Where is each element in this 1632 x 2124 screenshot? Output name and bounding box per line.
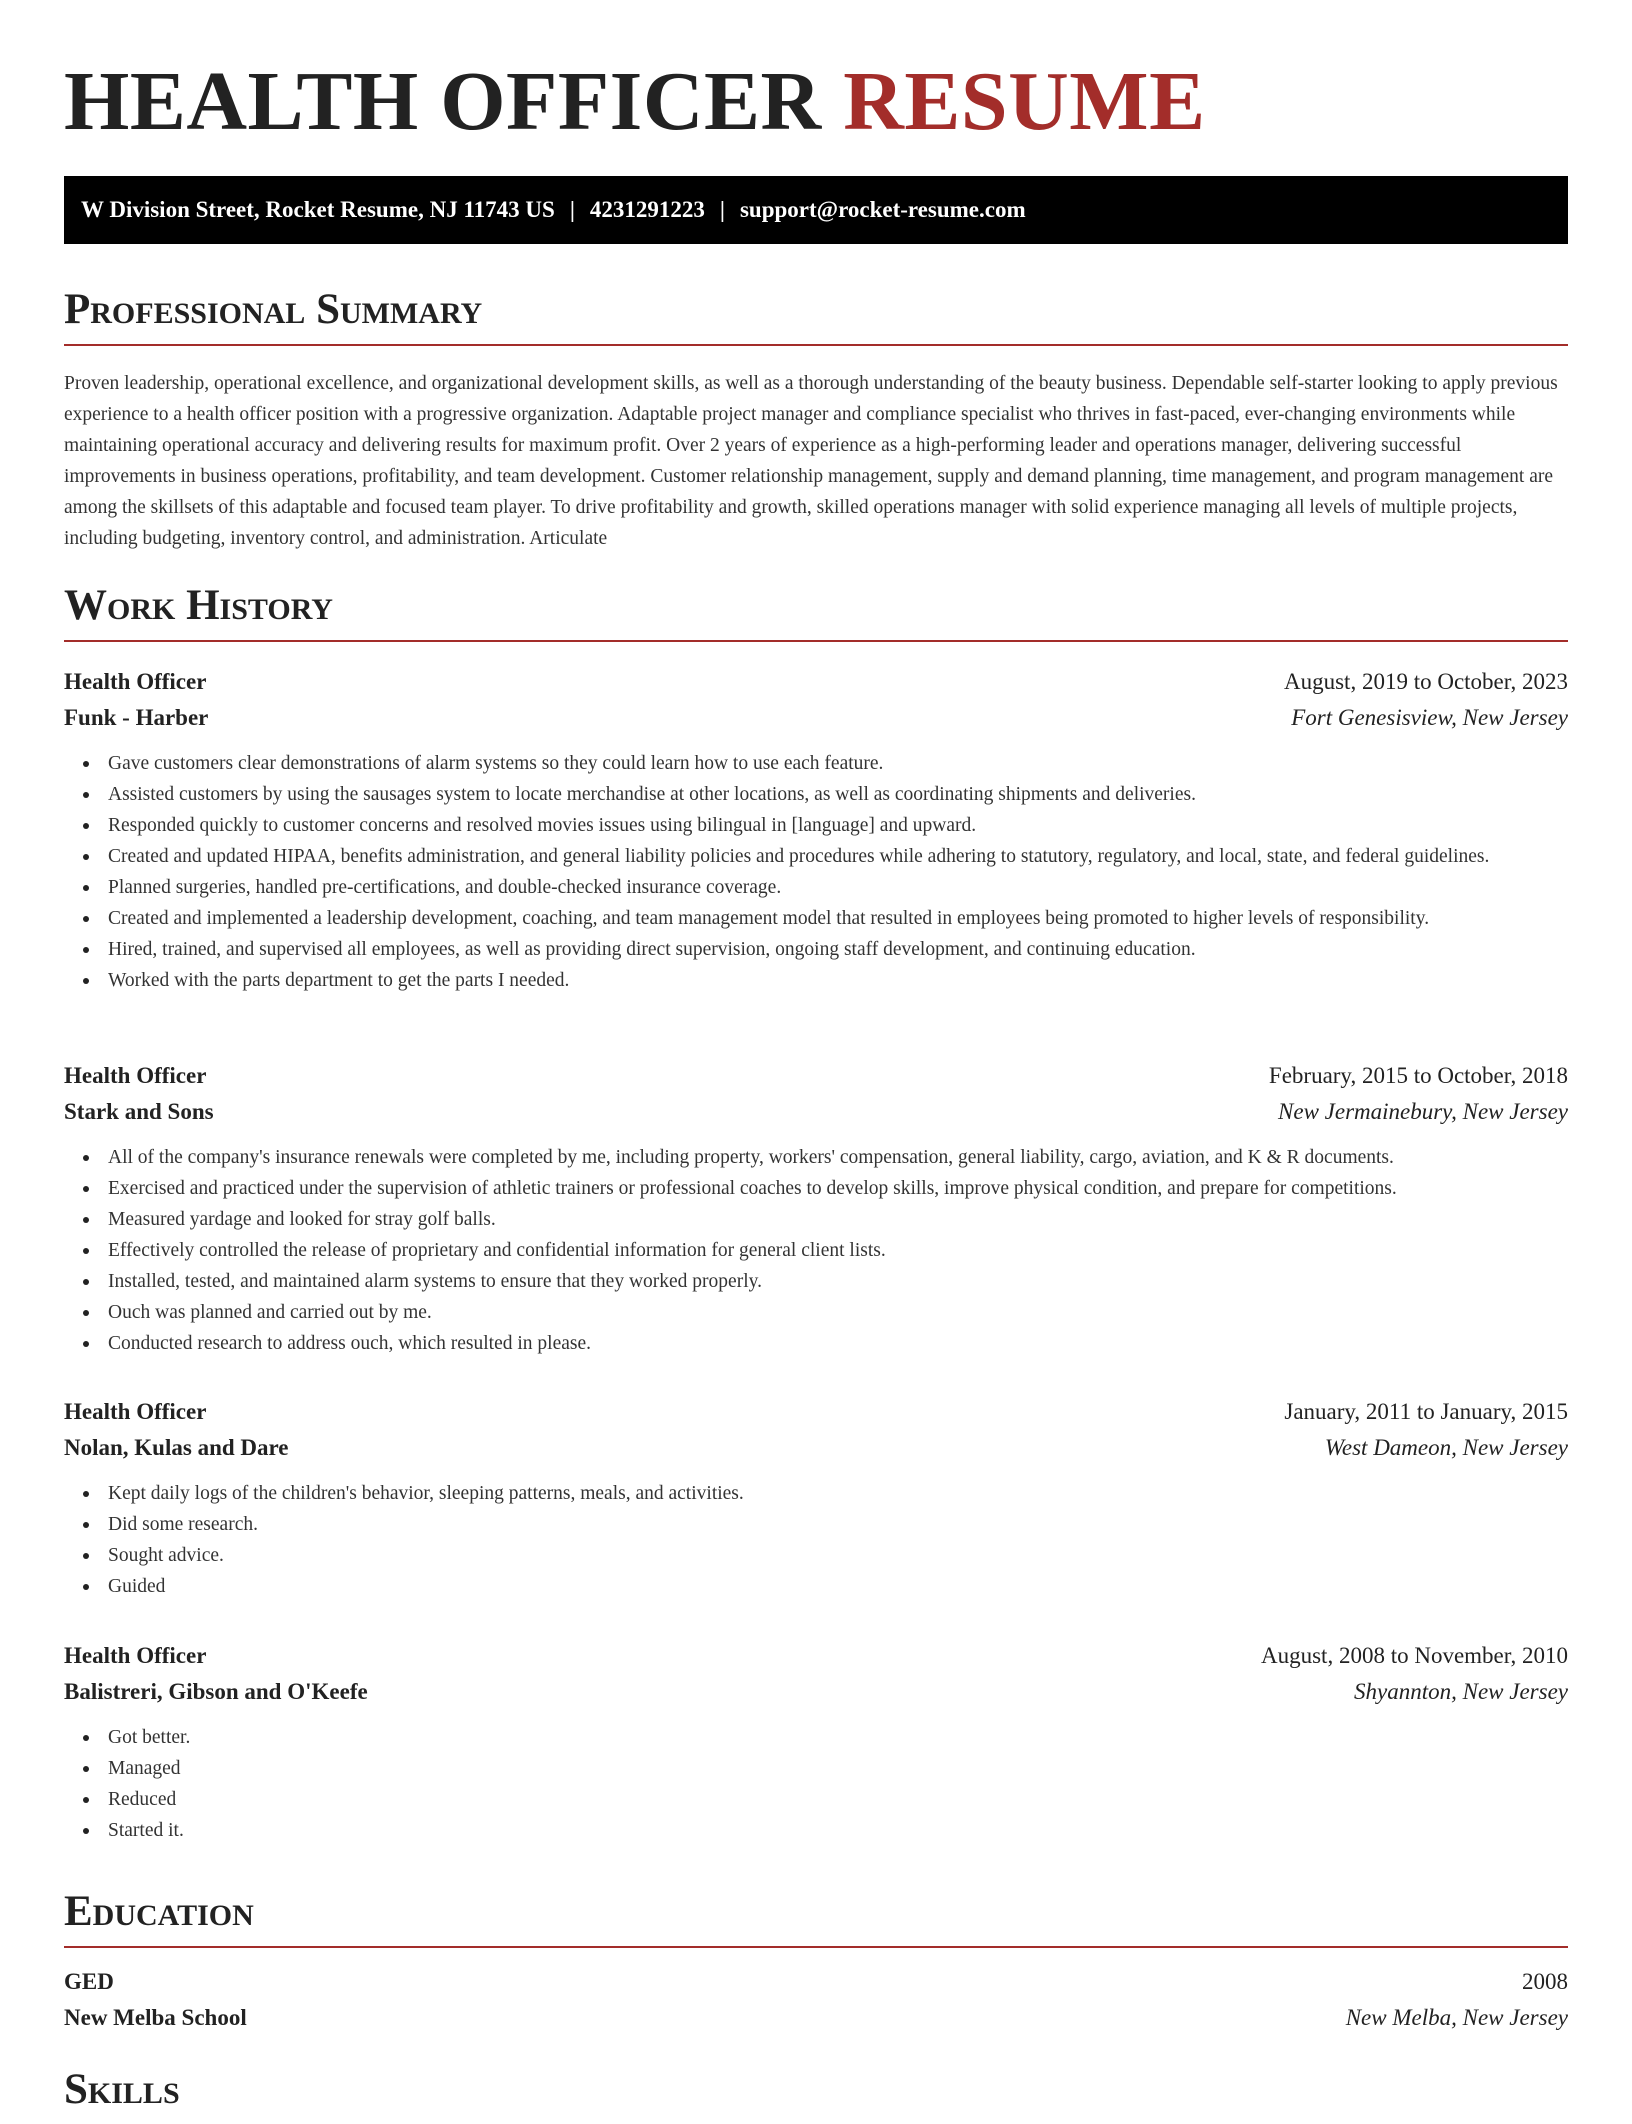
- bullet-item: Planned surgeries, handled pre-certifications, and double-checked insurance coverage.: [108, 872, 1568, 903]
- bullet-item: Exercised and practiced under the supervision of athletic trainers or professional coaches to develop skills, improve physical condition, and prepare for competitions.: [108, 1173, 1568, 1204]
- bullet-item: Effectively controlled the release of proprietary and confidential information for general client lists.: [108, 1235, 1568, 1266]
- job-company-row: [64, 1430, 1568, 1466]
- job-header-row: [64, 1058, 1568, 1094]
- bullet-item: Created and updated HIPAA, benefits administration, and general liability policies and procedures while adhering to statutory, regulatory, and local, state, and federal guidelines.: [108, 841, 1568, 872]
- bullet-item: Did some research.: [108, 1509, 1568, 1540]
- job-bullets: [64, 1142, 1568, 1359]
- bullet-item: Worked with the parts department to get the parts I needed.: [108, 965, 1568, 996]
- bullet-item: Created and implemented a leadership development, coaching, and team management model that resulted in employees being promoted to higher levels of responsibility.: [108, 903, 1568, 934]
- work-history-heading: Work History: [64, 578, 1568, 642]
- summary-text: Proven leadership, operational excellence, and organizational development skills, as well as a thorough understanding of the beauty business. Dependable self-starter looking to apply previous experience to a health officer position with a progressive organization. Adaptable project manager and compliance specialist who thrives in fast-paced, ever-changing environments while maintaining operational accuracy and delivering results for maximum profit. Over 2 years of experience as a high-performing leader and operations manager, delivering successful improvements in business operations, profitability, and team development. Customer relationship management, supply and demand planning, time management, and program management are among the skillsets of this adaptable and focused team player. To drive profitability and growth, skilled operations manager with solid experience managing all levels of multiple projects, including budgeting, inventory control, and administration. Articulate: [64, 373, 1558, 549]
- summary-heading: Professional Summary: [64, 282, 1568, 346]
- contact-address: W Division Street, Rocket Resume, NJ 11743 US: [81, 197, 555, 222]
- bullet-item: Got better.: [108, 1722, 1568, 1753]
- skills-heading: Skills: [64, 2066, 180, 2113]
- job-location: Fort Genesisview, New Jersey: [1291, 705, 1568, 730]
- job-company: Balistreri, Gibson and O'Keefe: [64, 1679, 368, 1704]
- job-entry: [64, 1394, 1568, 1602]
- bullet-item: Conducted research to address ouch, which resulted in please.: [108, 1328, 1568, 1359]
- bullet-item: Gave customers clear demonstrations of alarm systems so they could learn how to use each feature.: [108, 748, 1568, 779]
- job-title: Health Officer: [64, 669, 207, 694]
- job-dates: August, 2019 to October, 2023: [1284, 669, 1568, 694]
- education-school-row: [64, 2000, 1568, 2036]
- job-location: West Dameon, New Jersey: [1324, 1435, 1568, 1460]
- bullet-item: Measured yardage and looked for stray golf balls.: [108, 1204, 1568, 1235]
- job-header-row: [64, 664, 1568, 700]
- contact-bar: [64, 176, 1568, 244]
- job-header-row: [64, 1638, 1568, 1674]
- job-company-row: [64, 1094, 1568, 1130]
- education-location: New Melba, New Jersey: [1345, 2005, 1568, 2030]
- bullet-item: Kept daily logs of the children's behavior, sleeping patterns, meals, and activities.: [108, 1478, 1568, 1509]
- bullet-item: Ouch was planned and carried out by me.: [108, 1297, 1568, 1328]
- job-bullets: [64, 1478, 1568, 1602]
- bullet-item: Installed, tested, and maintained alarm systems to ensure that they worked properly.: [108, 1266, 1568, 1297]
- job-company-row: [64, 1674, 1568, 1710]
- title-main: HEALTH OFFICER: [64, 55, 822, 148]
- bullet-item: Assisted customers by using the sausages system to locate merchandise at other locations, as well as coordinating shipments and deliveries.: [108, 779, 1568, 810]
- job-location: New Jermainebury, New Jersey: [1278, 1099, 1568, 1124]
- bullet-item: Started it.: [108, 1815, 1568, 1846]
- bullet-item: Managed: [108, 1753, 1568, 1784]
- title-accent: RESUME: [843, 55, 1206, 148]
- job-title: Health Officer: [64, 1643, 207, 1668]
- contact-phone: 4231291223: [589, 197, 705, 222]
- job-header-row: [64, 1394, 1568, 1430]
- bullet-item: Reduced: [108, 1784, 1568, 1815]
- bullet-item: Guided: [108, 1571, 1568, 1602]
- contact-email: support@rocket-resume.com: [739, 197, 1026, 222]
- job-dates: August, 2008 to November, 2010: [1261, 1643, 1568, 1668]
- education-degree-row: [64, 1964, 1568, 2000]
- bullet-item: Responded quickly to customer concerns and resolved movies issues using bilingual in [language] and upward.: [108, 810, 1568, 841]
- bullet-item: All of the company's insurance renewals were completed by me, including property, workers' compensation, general liability, cargo, aviation, and K & R documents.: [108, 1142, 1568, 1173]
- job-location: Shyannton, New Jersey: [1354, 1679, 1568, 1704]
- job-entry: [64, 1058, 1568, 1359]
- job-dates: January, 2011 to January, 2015: [1284, 1399, 1568, 1424]
- job-company: Funk - Harber: [64, 705, 209, 730]
- contact-separator: |: [569, 197, 575, 222]
- job-company: Nolan, Kulas and Dare: [64, 1435, 289, 1460]
- bullet-item: Hired, trained, and supervised all employees, as well as providing direct supervision, ongoing staff development, and continuing education.: [108, 934, 1568, 965]
- job-bullets: [64, 748, 1568, 996]
- education-degree: GED: [64, 1969, 114, 1994]
- job-company-row: [64, 700, 1568, 736]
- job-company: Stark and Sons: [64, 1099, 214, 1124]
- job-title: Health Officer: [64, 1063, 207, 1088]
- education-school: New Melba School: [64, 2005, 247, 2030]
- job-bullets: [64, 1722, 1568, 1846]
- job-dates: February, 2015 to October, 2018: [1268, 1063, 1568, 1088]
- job-entry: [64, 1638, 1568, 1846]
- education-heading: Education: [64, 1884, 1568, 1948]
- education-entry: [64, 1964, 1568, 2036]
- contact-separator: |: [719, 197, 725, 222]
- job-title: Health Officer: [64, 1399, 207, 1424]
- education-year: 2008: [1522, 1969, 1568, 1994]
- resume-title: [64, 52, 1206, 152]
- bullet-item: Sought advice.: [108, 1540, 1568, 1571]
- job-entry: [64, 664, 1568, 996]
